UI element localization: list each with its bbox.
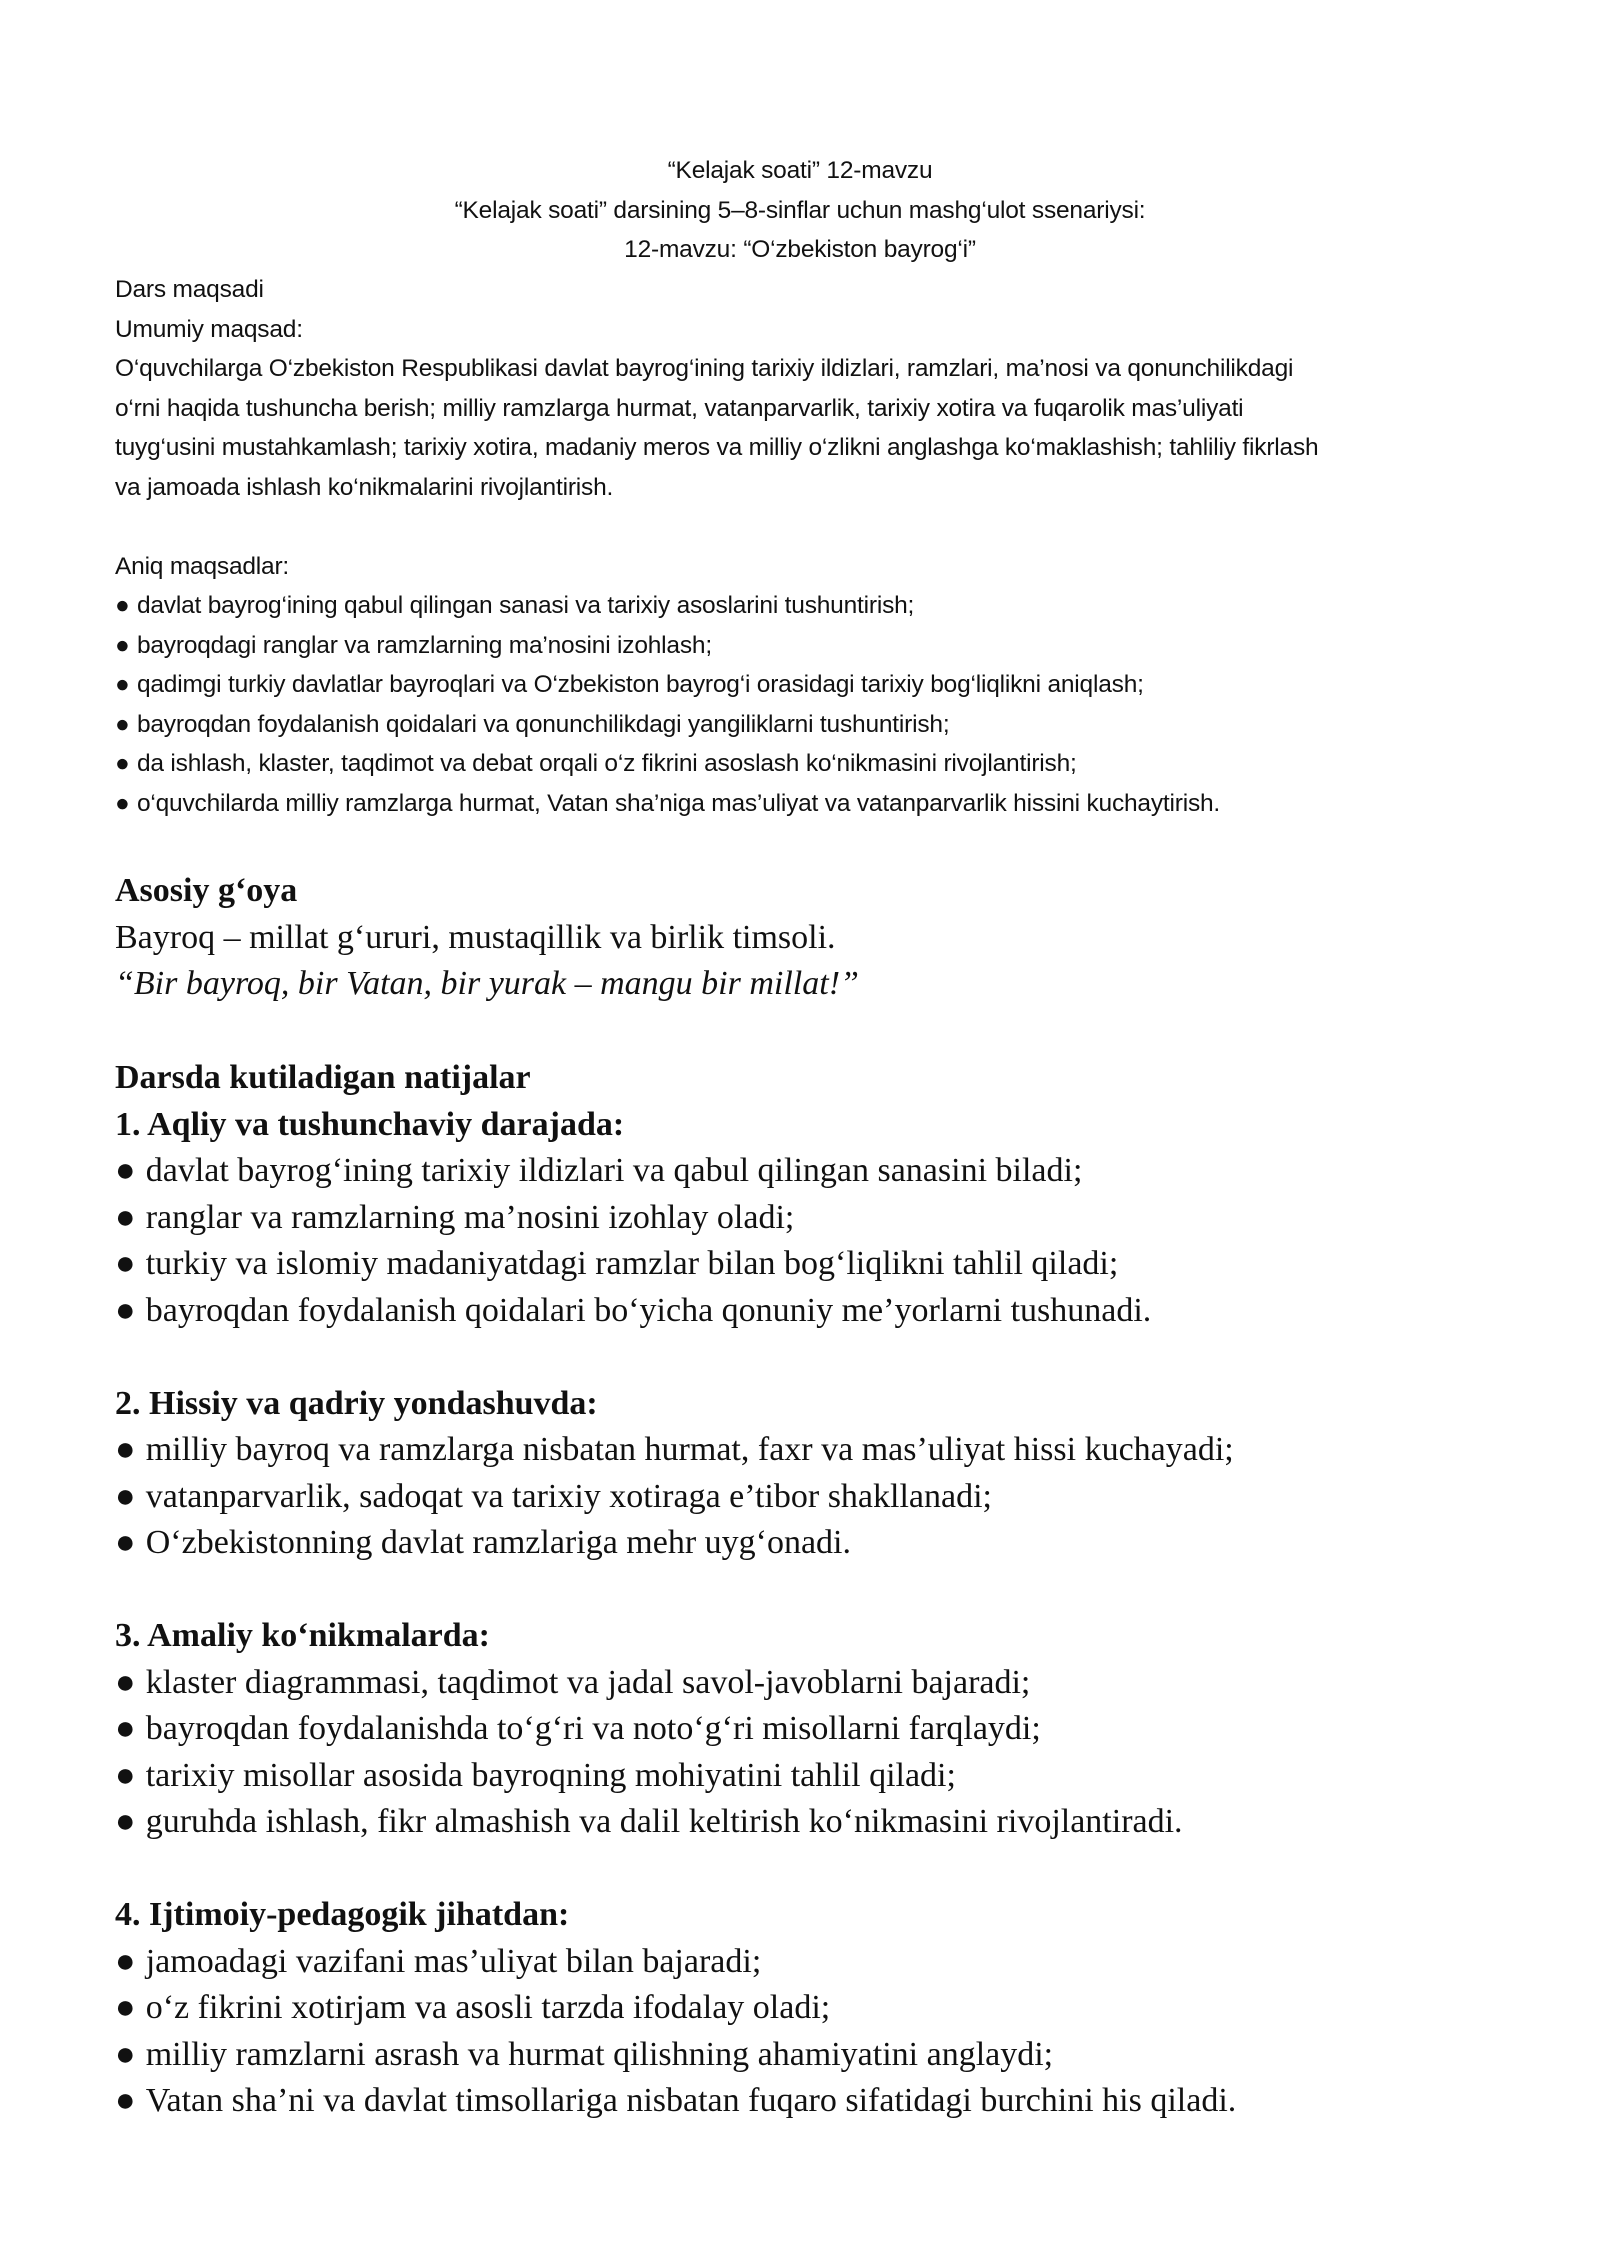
outcome-list	[115, 1939, 1535, 2125]
list-item: ● da ishlash, klaster, taqdimot va debat orqali o‘z fikrini asoslash ko‘nikmasini rivojlantirish;	[115, 750, 1077, 777]
bullet-icon: ●	[115, 1245, 136, 1282]
list-item: ● bayroqdagi ranglar va ramzlarning ma’nosini izohlash;	[115, 631, 712, 659]
outcome-group	[115, 1102, 1535, 1335]
outcome-list	[115, 1660, 1535, 1846]
list-item: ● turkiy va islomiy madaniyatdagi ramzlar bilan bog‘liqlikni tahlil qiladi;	[115, 1245, 1119, 1282]
bullet-icon: ●	[115, 789, 130, 817]
outcome-group	[115, 1613, 1535, 1846]
list-item: ● guruhda ishlash, fikr almashish va dalil keltirish ko‘nikmasini rivojlantiradi.	[115, 1803, 1183, 1840]
bullet-icon: ●	[115, 671, 130, 698]
lesson-goals-section	[115, 270, 1495, 823]
list-item: ● davlat bayrog‘ining qabul qilingan sanasi va tarixiy asoslarini tushuntirish;	[115, 592, 915, 619]
list-item: ● qadimgi turkiy davlatlar bayroqlari va O‘zbekiston bayrog‘i orasidagi tarixiy bog‘liqlikni aniqlash;	[115, 671, 1144, 698]
main-idea-section	[115, 868, 1515, 1008]
list-item: ● Vatan sha’ni va davlat timsollariga nisbatan fuqaro sifatidagi burchini his qiladi.	[115, 2082, 1237, 2119]
bullet-icon: ●	[115, 1663, 136, 1701]
list-item: ● bayroqdan foydalanish qoidalari va qonunchilikdagi yangiliklarni tushuntirish;	[115, 710, 950, 738]
general-goal-line: o‘rni haqida tushuncha berish; milliy ramzlarga hurmat, vatanparvarlik, tarixiy xotira va fuqarolik mas’uliyati	[115, 394, 1244, 422]
list-item: ● vatanparvarlik, sadoqat va tarixiy xotiraga e’tibor shakllanadi;	[115, 1477, 992, 1515]
outcome-group-title: 2. Hissiy va qadriy yondashuvda:	[115, 1384, 598, 1422]
specific-goals-label: Aniq maqsadlar:	[115, 552, 290, 580]
header-line-3: 12-mavzu: “O‘zbekiston bayrog‘i”	[624, 236, 976, 263]
list-item: ● jamoadagi vazifani mas’uliyat bilan bajaradi;	[115, 1942, 762, 1980]
list-item: ● milliy bayroq va ramzlarga nisbatan hurmat, faxr va mas’uliyat hissi kuchayadi;	[115, 1431, 1234, 1468]
bullet-icon: ●	[115, 1291, 136, 1329]
bullet-icon: ●	[115, 1152, 136, 1189]
main-idea-heading: Asosiy g‘oya	[115, 872, 298, 909]
header-line-1: “Kelajak soati” 12-mavzu	[667, 157, 933, 184]
list-item: ● bayroqdan foydalanishda to‘g‘ri va noto‘g‘ri misollarni farqlaydi;	[115, 1710, 1041, 1747]
document-header	[0, 151, 1600, 270]
bullet-icon: ●	[115, 750, 130, 777]
specific-goals-list	[115, 586, 1495, 823]
outcome-list	[115, 1148, 1535, 1334]
bullet-icon: ●	[115, 1710, 136, 1747]
main-idea-text: Bayroq – millat g‘ururi, mustaqillik va birlik timsoli.	[115, 918, 836, 956]
expected-outcomes-section	[115, 1055, 1535, 2125]
outcome-group-title: 1. Aqliy va tushunchaviy darajada:	[115, 1105, 625, 1143]
list-item: ● ranglar va ramzlarning ma’nosini izohlay oladi;	[115, 1198, 795, 1236]
outcome-group-title: 4. Ijtimoiy-pedagogik jihatdan:	[115, 1896, 570, 1933]
list-item: ● tarixiy misollar asosida bayroqning mohiyatini tahlil qiladi;	[115, 1756, 956, 1794]
goals-heading: Dars maqsadi	[115, 276, 264, 303]
general-goal-line: tuyg‘usini mustahkamlash; tarixiy xotira, madaniy meros va milliy o‘zlikni anglashga ko‘maklashish; tahliliy fikrlash	[115, 434, 1319, 461]
bullet-icon: ●	[115, 631, 130, 659]
bullet-icon: ●	[115, 1198, 136, 1236]
list-item: ● bayroqdan foydalanish qoidalari bo‘yicha qonuniy me’yorlarni tushunadi.	[115, 1291, 1152, 1329]
list-item: ● o‘quvchilarda milliy ramzlarga hurmat, Vatan sha’niga mas’uliyat va vatanparvarlik hissini kuchaytirish.	[115, 789, 1221, 817]
outcome-group	[115, 1381, 1535, 1567]
outcome-group	[115, 1892, 1535, 2125]
bullet-icon: ●	[115, 1756, 136, 1794]
bullet-icon: ●	[115, 2082, 136, 2119]
main-idea-quote: “Bir bayroq, bir Vatan, bir yurak – mangu bir millat!”	[115, 965, 859, 1002]
bullet-icon: ●	[115, 1431, 136, 1468]
general-goal-line: O‘quvchilarga O‘zbekiston Respublikasi davlat bayrog‘ining tarixiy ildizlari, ramzlari, ma’nosi va qonunchilikdagi	[115, 355, 1294, 382]
header-line-2: “Kelajak soati” darsining 5–8-sinflar uchun mashg‘ulot ssenariysi:	[454, 196, 1146, 224]
bullet-icon: ●	[115, 1477, 136, 1515]
bullet-icon: ●	[115, 1803, 136, 1840]
outcomes-heading: Darsda kutiladigan natijalar	[115, 1059, 531, 1096]
general-goal-line: va jamoada ishlash ko‘nikmalarini rivojlantirish.	[115, 473, 614, 501]
list-item: ● klaster diagrammasi, taqdimot va jadal savol-javoblarni bajaradi;	[115, 1663, 1031, 1701]
list-item: ● davlat bayrog‘ining tarixiy ildizlari va qabul qilingan sanasini biladi;	[115, 1152, 1083, 1189]
general-goal-paragraph	[115, 349, 1495, 507]
bullet-icon: ●	[115, 1524, 136, 1561]
bullet-icon: ●	[115, 2035, 136, 2073]
bullet-icon: ●	[115, 1989, 136, 2026]
outcome-group-title: 3. Amaliy ko‘nikmalarda:	[115, 1617, 490, 1654]
outcome-list	[115, 1427, 1535, 1567]
bullet-icon: ●	[115, 592, 130, 619]
general-goal-label: Umumiy maqsad:	[115, 315, 303, 343]
list-item: ● milliy ramzlarni asrash va hurmat qilishning ahamiyatini anglaydi;	[115, 2035, 1054, 2073]
bullet-icon: ●	[115, 1942, 136, 1980]
list-item: ● o‘z fikrini xotirjam va asosli tarzda ifodalay oladi;	[115, 1989, 831, 2026]
list-item: ● O‘zbekistonning davlat ramzlariga mehr uyg‘onadi.	[115, 1524, 852, 1561]
bullet-icon: ●	[115, 710, 130, 738]
